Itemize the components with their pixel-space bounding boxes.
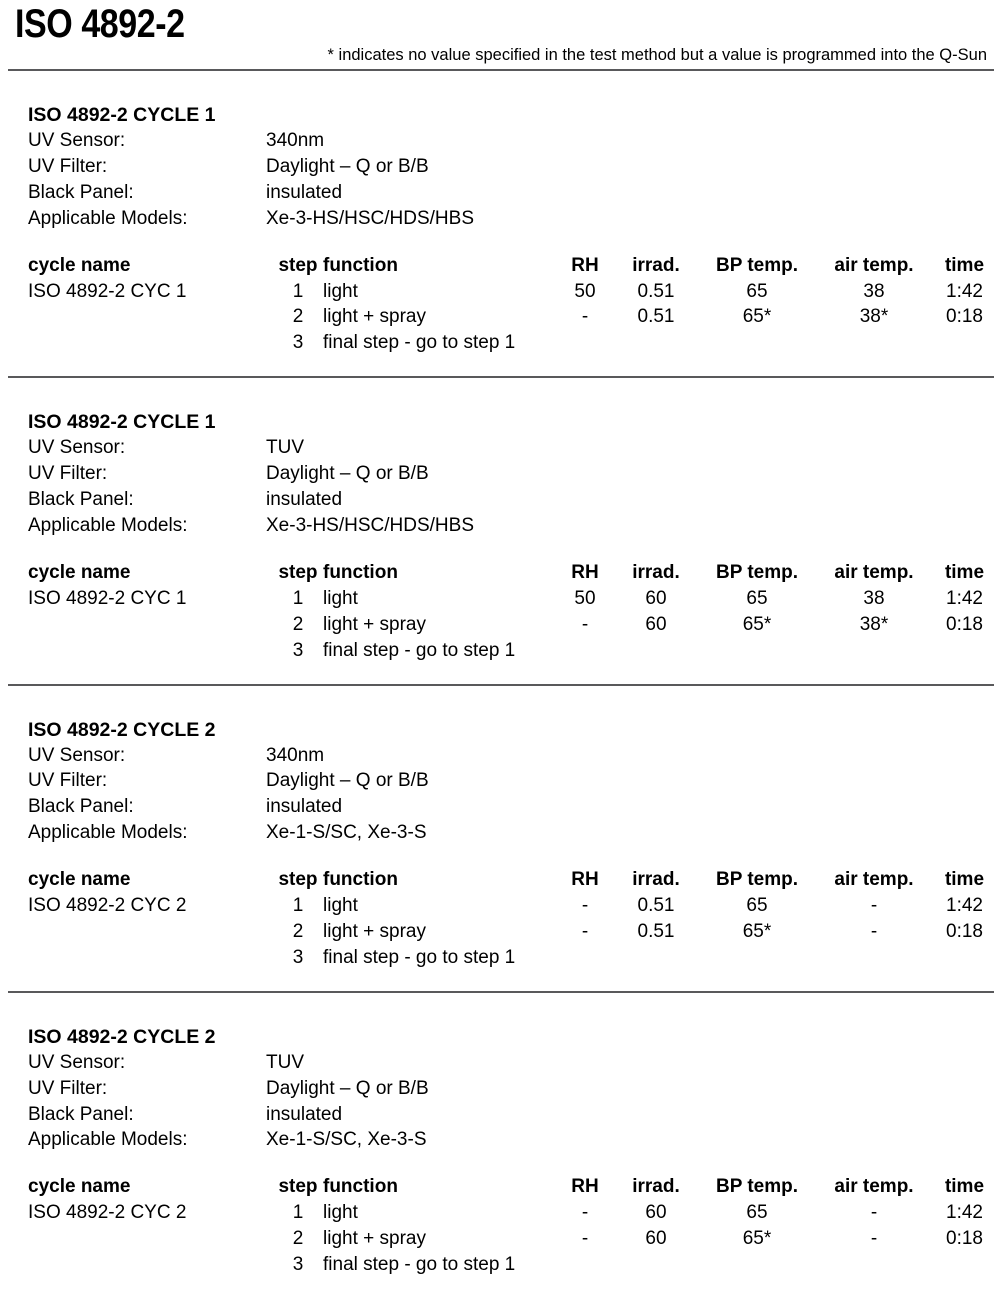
cell-rh: -: [581, 895, 589, 917]
cell-time: [934, 1252, 995, 1278]
spec-row-applicable-models: [28, 206, 1000, 232]
cell-cycle-name: [28, 1252, 273, 1278]
spec-label: Black Panel:: [28, 796, 134, 818]
col-header-step: step: [278, 1176, 318, 1198]
spec-value: Daylight – Q or B/B: [266, 770, 429, 792]
cell-rh: -: [581, 613, 589, 635]
spec-label: Black Panel:: [28, 1103, 134, 1125]
cell-rh: [558, 638, 612, 664]
cell-bp-temp: 65: [746, 587, 768, 609]
document-header: [0, 0, 1000, 65]
col-header-step: step: [278, 254, 318, 276]
cell-step: 3: [292, 639, 304, 661]
cell-air-temp: [814, 638, 934, 664]
cell-bp-temp: 65: [746, 1202, 768, 1224]
cell-time: 0:18: [946, 306, 983, 328]
table-row: [28, 945, 995, 971]
spec-row-applicable-models: [28, 1127, 1000, 1153]
cell-air-temp: -: [870, 920, 878, 942]
cell-air-temp: -: [870, 1202, 878, 1224]
cell-cycle-name: [28, 945, 273, 971]
col-header-rh: RH: [571, 561, 599, 583]
col-header-bp-temp: BP temp.: [715, 254, 798, 276]
cell-irrad: [612, 1252, 700, 1278]
cell-irrad: [612, 330, 700, 356]
spec-value: Xe-1-S/SC, Xe-3-S: [266, 822, 427, 844]
spec-row-black-panel: [28, 487, 1000, 513]
col-header-bp-temp: BP temp.: [715, 869, 798, 891]
col-header-bp-temp: BP temp.: [715, 561, 798, 583]
cell-cycle-name: [28, 638, 273, 664]
cycle-table: [28, 867, 995, 971]
spec-list: [28, 435, 1000, 539]
table-header-row: [28, 253, 995, 279]
spec-value: insulated: [266, 796, 343, 818]
cell-cycle-name: [28, 919, 273, 945]
spec-value: 340nm: [266, 744, 325, 766]
section-cycle1-340nm: [0, 71, 1000, 376]
table-row: [28, 279, 995, 305]
spec-label: UV Sensor:: [28, 130, 126, 151]
col-header-irrad: irrad.: [632, 1176, 680, 1198]
col-header-function: function: [323, 1176, 398, 1198]
table-row: [28, 330, 995, 356]
spec-row-uv-filter: [28, 461, 1000, 487]
cell-cycle-name: ISO 4892-2 CYC 1: [28, 280, 187, 302]
cell-air-temp: 38: [863, 280, 885, 302]
cell-step: 3: [292, 1254, 304, 1276]
cell-irrad: 60: [645, 1202, 667, 1224]
col-header-time: time: [944, 1176, 985, 1198]
cell-rh: 50: [574, 587, 596, 609]
spec-row-uv-sensor: [28, 1050, 1000, 1076]
spec-row-black-panel: [28, 794, 1000, 820]
cell-irrad: 0.51: [637, 895, 675, 917]
spec-value: Daylight – Q or B/B: [266, 1077, 429, 1099]
spec-label: UV Filter:: [28, 155, 108, 177]
cell-air-temp: 38*: [859, 306, 889, 328]
cell-air-temp: [814, 945, 934, 971]
spec-row-black-panel: [28, 180, 1000, 206]
col-header-irrad: irrad.: [632, 869, 680, 891]
cell-step: 2: [292, 613, 304, 635]
cell-rh: -: [581, 1228, 589, 1250]
spec-label: UV Sensor:: [28, 437, 126, 459]
cell-bp-temp: 65*: [742, 920, 772, 942]
cell-function: final step - go to step 1: [323, 946, 516, 968]
table-row: [28, 1226, 995, 1252]
table-row: [28, 1252, 995, 1278]
section-heading: ISO 4892-2 CYCLE 1: [28, 104, 216, 126]
table-row: [28, 638, 995, 664]
col-header-function: function: [323, 561, 398, 583]
col-header-cycle-name: cycle name: [28, 1176, 131, 1198]
cell-function: light: [323, 587, 358, 609]
section-cycle2-tuv: [0, 993, 1000, 1298]
spec-value: insulated: [266, 489, 343, 511]
cell-air-temp: -: [870, 895, 878, 917]
cell-irrad: 0.51: [637, 920, 675, 942]
cell-irrad: 0.51: [637, 280, 675, 302]
cell-function: light: [323, 895, 358, 917]
cell-function: light: [323, 1202, 358, 1224]
spec-value: Xe-1-S/SC, Xe-3-S: [266, 1129, 427, 1151]
spec-value: Daylight – Q or B/B: [266, 463, 429, 485]
cell-step: 1: [292, 895, 304, 917]
cell-time: [934, 945, 995, 971]
table-row: [28, 919, 995, 945]
cell-function: final step - go to step 1: [323, 332, 516, 354]
spec-value: Daylight – Q or B/B: [266, 155, 429, 177]
cell-time: 1:42: [946, 587, 983, 609]
cell-step: 2: [292, 306, 304, 328]
spec-value: TUV: [266, 1051, 304, 1073]
cell-step: 3: [292, 946, 304, 968]
cell-function: light + spray: [323, 1228, 426, 1250]
col-header-cycle-name: cycle name: [28, 561, 131, 583]
cycle-table: [28, 253, 995, 357]
table-header-row: [28, 1174, 995, 1200]
cell-air-temp: 38: [863, 587, 885, 609]
cell-bp-temp: 65: [746, 280, 768, 302]
cell-irrad: 60: [645, 1228, 667, 1250]
cell-cycle-name: [28, 330, 273, 356]
spec-list: [28, 128, 1000, 232]
spec-label: Applicable Models:: [28, 822, 188, 844]
col-header-time: time: [944, 254, 985, 276]
col-header-irrad: irrad.: [632, 561, 680, 583]
cell-bp-temp: 65*: [742, 306, 772, 328]
cell-step: 1: [292, 587, 304, 609]
cell-time: 1:42: [946, 280, 983, 302]
cell-cycle-name: ISO 4892-2 CYC 2: [28, 1202, 187, 1224]
cell-rh: -: [581, 1202, 589, 1224]
cell-function: light + spray: [323, 306, 426, 328]
spec-row-uv-sensor: [28, 743, 1000, 769]
spec-list: [28, 1050, 1000, 1154]
spec-label: Applicable Models:: [28, 1129, 188, 1151]
cell-air-temp: [814, 330, 934, 356]
cell-bp-temp: 65*: [742, 613, 772, 635]
spec-value: Xe-3-HS/HSC/HDS/HBS: [266, 207, 474, 229]
spec-label: Black Panel:: [28, 489, 134, 511]
cell-time: 0:18: [946, 1228, 983, 1250]
section-cycle2-340nm: [0, 686, 1000, 991]
section-heading: ISO 4892-2 CYCLE 1: [28, 411, 216, 434]
spec-label: Black Panel:: [28, 181, 134, 203]
cell-time: 0:18: [946, 920, 983, 942]
spec-label: UV Filter:: [28, 463, 108, 485]
cell-bp-temp: 65*: [742, 1228, 772, 1250]
col-header-air-temp: air temp.: [834, 254, 914, 276]
cycle-table: [28, 1174, 995, 1278]
col-header-rh: RH: [571, 1176, 599, 1198]
table-row: [28, 304, 995, 330]
col-header-time: time: [944, 561, 985, 583]
spec-row-uv-sensor: [28, 435, 1000, 461]
col-header-function: function: [323, 869, 398, 891]
spec-value: 340nm: [266, 130, 325, 151]
cycle-table: [28, 560, 995, 664]
cell-rh: 50: [574, 280, 596, 302]
cell-time: 0:18: [946, 613, 983, 635]
cell-air-temp: 38*: [859, 613, 889, 635]
spec-row-uv-filter: [28, 768, 1000, 794]
spec-list: [28, 743, 1000, 847]
cell-step: 3: [292, 332, 304, 354]
cell-irrad: 0.51: [637, 306, 675, 328]
cell-rh: [558, 330, 612, 356]
table-row: [28, 1200, 995, 1226]
cell-bp-temp: [700, 1252, 814, 1278]
col-header-step: step: [278, 869, 318, 891]
cell-cycle-name: [28, 1226, 273, 1252]
cell-function: final step - go to step 1: [323, 639, 516, 661]
cell-rh: [558, 1252, 612, 1278]
col-header-irrad: irrad.: [632, 254, 680, 276]
cell-function: light: [323, 280, 358, 302]
cell-step: 2: [292, 1228, 304, 1250]
cell-cycle-name: ISO 4892-2 CYC 1: [28, 587, 187, 609]
section-heading: ISO 4892-2 CYCLE 2: [28, 718, 216, 741]
cell-irrad: 60: [645, 613, 667, 635]
cell-time: 1:42: [946, 895, 983, 917]
spec-value: insulated: [266, 1103, 343, 1125]
cell-time: 1:42: [946, 1202, 983, 1224]
cell-cycle-name: [28, 612, 273, 638]
cell-rh: -: [581, 920, 589, 942]
spec-row-applicable-models: [28, 820, 1000, 846]
col-header-step: step: [278, 561, 318, 583]
cell-bp-temp: [700, 945, 814, 971]
spec-label: UV Sensor:: [28, 1051, 126, 1073]
cell-bp-temp: 65: [746, 895, 768, 917]
col-header-cycle-name: cycle name: [28, 254, 131, 276]
spec-row-black-panel: [28, 1102, 1000, 1128]
spec-label: UV Filter:: [28, 770, 108, 792]
cell-function: light + spray: [323, 613, 426, 635]
cell-step: 1: [292, 280, 304, 302]
spec-row-uv-filter: [28, 1076, 1000, 1102]
spec-value: TUV: [266, 437, 304, 459]
spec-row-applicable-models: [28, 513, 1000, 539]
page-title: ISO 4892-2: [15, 2, 185, 46]
cell-irrad: [612, 945, 700, 971]
spec-label: Applicable Models:: [28, 207, 188, 229]
cell-bp-temp: [700, 638, 814, 664]
asterisk-note: * indicates no value specified in the test method but a value is programmed into the Q-Sun: [327, 46, 987, 64]
spec-row-uv-sensor: [28, 128, 1000, 154]
cell-function: light + spray: [323, 920, 426, 942]
cell-air-temp: -: [870, 1228, 878, 1250]
spec-label: UV Filter:: [28, 1077, 108, 1099]
cell-rh: [558, 945, 612, 971]
col-header-rh: RH: [571, 869, 599, 891]
table-row: [28, 893, 995, 919]
col-header-function: function: [323, 254, 398, 276]
col-header-air-temp: air temp.: [834, 869, 914, 891]
cell-step: 1: [292, 1202, 304, 1224]
cell-time: [934, 638, 995, 664]
section-heading: ISO 4892-2 CYCLE 2: [28, 1025, 216, 1048]
cell-rh: -: [581, 306, 589, 328]
col-header-rh: RH: [571, 254, 599, 276]
table-row: [28, 612, 995, 638]
section-cycle1-tuv: [0, 378, 1000, 683]
table-row: [28, 586, 995, 612]
cell-bp-temp: [700, 330, 814, 356]
col-header-air-temp: air temp.: [834, 1176, 914, 1198]
cell-irrad: [612, 638, 700, 664]
cell-cycle-name: ISO 4892-2 CYC 2: [28, 895, 187, 917]
col-header-bp-temp: BP temp.: [715, 1176, 798, 1198]
table-header-row: [28, 867, 995, 893]
cell-cycle-name: [28, 304, 273, 330]
cell-step: 2: [292, 920, 304, 942]
table-header-row: [28, 560, 995, 586]
cell-function: final step - go to step 1: [323, 1254, 516, 1276]
cell-air-temp: [814, 1252, 934, 1278]
cell-time: [934, 330, 995, 356]
spec-row-uv-filter: [28, 154, 1000, 180]
spec-value: insulated: [266, 181, 343, 203]
col-header-air-temp: air temp.: [834, 561, 914, 583]
spec-label: UV Sensor:: [28, 744, 126, 766]
col-header-cycle-name: cycle name: [28, 869, 131, 891]
spec-value: Xe-3-HS/HSC/HDS/HBS: [266, 514, 474, 536]
col-header-time: time: [944, 869, 985, 891]
spec-label: Applicable Models:: [28, 514, 188, 536]
cell-irrad: 60: [645, 587, 667, 609]
